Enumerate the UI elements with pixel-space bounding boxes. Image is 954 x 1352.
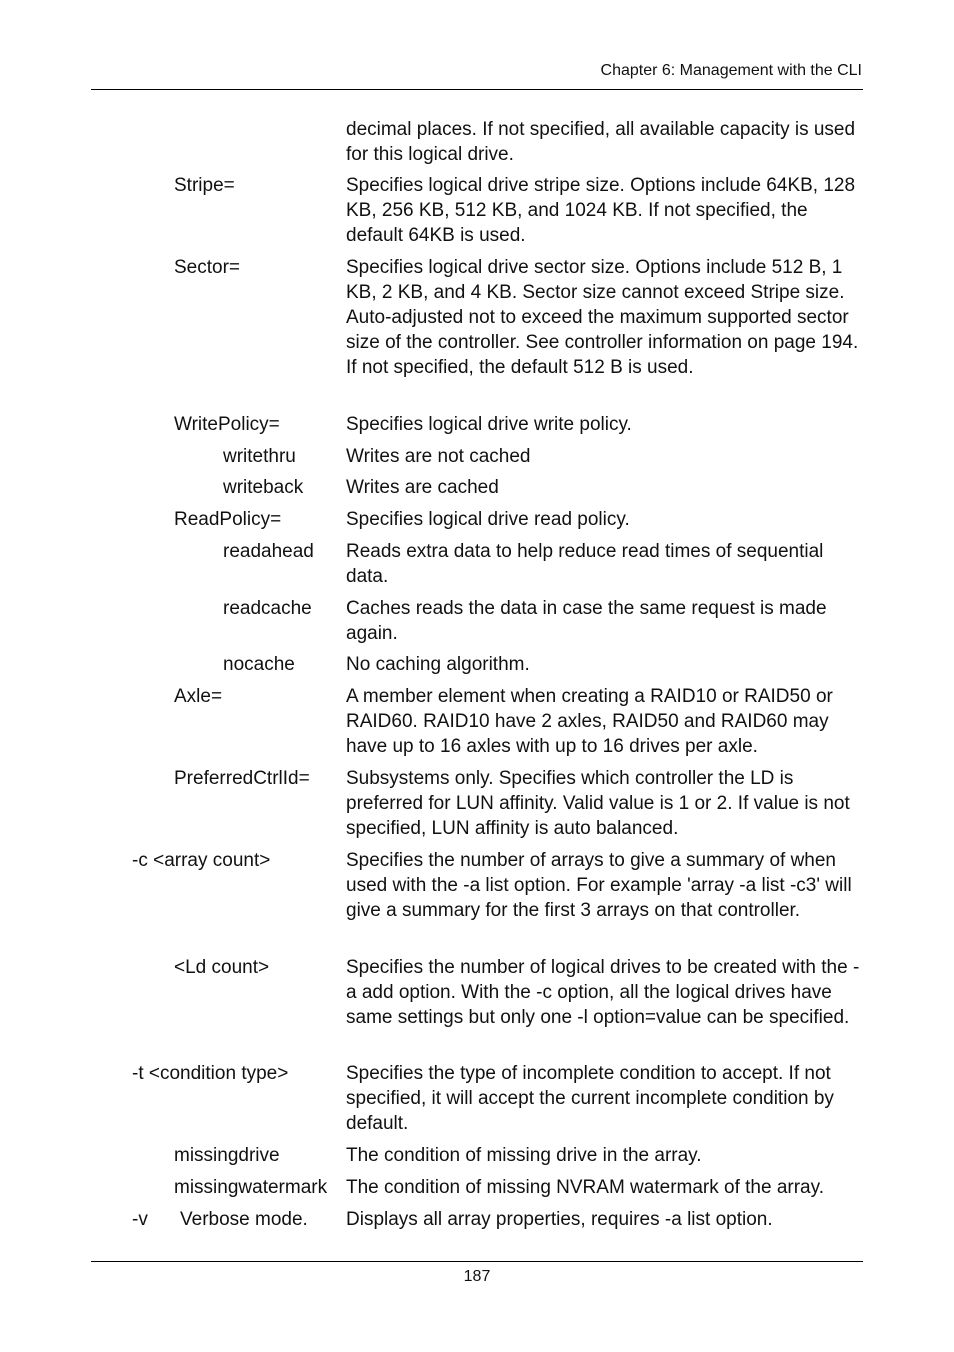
option-description: Specifies logical drive write policy. bbox=[346, 414, 632, 435]
option-description: decimal places. If not specified, all available capacity is used for this logical drive. bbox=[346, 119, 856, 165]
option-description: Specifies the number of logical drives to be created with the -a add option. With the -c option, all the logical drives have same settings but only one -l option=value can be specified. bbox=[346, 957, 860, 1028]
option-description: No caching algorithm. bbox=[346, 654, 530, 675]
header-rule bbox=[91, 89, 863, 90]
option-term: Axle= bbox=[174, 686, 223, 707]
option-term: -v bbox=[132, 1209, 148, 1230]
option-term: -t <condition type> bbox=[132, 1063, 289, 1084]
option-description: Specifies logical drive sector size. Options include 512 B, 1 KB, 2 KB, and 4 KB. Sector size cannot exceed Stripe size. Auto-adjusted not to exceed the maximum supported sector size of the controller. See controller information on page 194. If not specified, the default 512 B is used. bbox=[346, 257, 859, 378]
option-term: <Ld count> bbox=[174, 957, 270, 978]
option-term: ReadPolicy= bbox=[174, 509, 282, 530]
option-term: PreferredCtrlId= bbox=[174, 768, 310, 789]
page-number: 187 bbox=[463, 1268, 491, 1285]
option-term: writeback bbox=[223, 477, 304, 498]
chapter-header: Chapter 6: Management with the CLI bbox=[600, 62, 862, 79]
option-description: Specifies the number of arrays to give a summary of when used with the -a list option. For example 'array -a list -c3' will give a summary for the first 3 arrays on that controller. bbox=[346, 850, 852, 921]
option-description: The condition of missing drive in the array. bbox=[346, 1145, 702, 1166]
option-description: Caches reads the data in case the same request is made again. bbox=[346, 598, 827, 644]
option-term: -c <array count> bbox=[132, 850, 271, 871]
option-term: readcache bbox=[223, 598, 312, 619]
option-description: Specifies the type of incomplete condition to accept. If not specified, it will accept the current incomplete condition by default. bbox=[346, 1063, 834, 1134]
option-description: Specifies logical drive stripe size. Options include 64KB, 128 KB, 256 KB, 512 KB, and 1024 KB. If not specified, the default 64KB is used. bbox=[346, 175, 856, 246]
option-description: Writes are cached bbox=[346, 477, 499, 498]
option-term: WritePolicy= bbox=[174, 414, 280, 435]
option-term: nocache bbox=[223, 654, 295, 675]
option-description: Specifies logical drive read policy. bbox=[346, 509, 630, 530]
option-description: Reads extra data to help reduce read times of sequential data. bbox=[346, 541, 824, 587]
footer-rule bbox=[91, 1261, 863, 1262]
option-description: The condition of missing NVRAM watermark of the array. bbox=[346, 1177, 824, 1198]
option-term: readahead bbox=[223, 541, 314, 562]
option-term: Sector= bbox=[174, 257, 241, 278]
option-description: Writes are not cached bbox=[346, 446, 531, 467]
option-term: writethru bbox=[223, 446, 296, 467]
option-term: Stripe= bbox=[174, 175, 235, 196]
option-term-note: Verbose mode. bbox=[180, 1209, 308, 1230]
option-description: A member element when creating a RAID10 or RAID50 or RAID60. RAID10 have 2 axles, RAID50 and RAID60 may have up to 16 axles with up to 16 drives per axle. bbox=[346, 686, 833, 757]
option-description: Subsystems only. Specifies which controller the LD is preferred for LUN affinity. Valid value is 1 or 2. If value is not specified, LUN affinity is auto balanced. bbox=[346, 768, 850, 839]
option-term: missingwatermark bbox=[174, 1177, 328, 1198]
option-term: missingdrive bbox=[174, 1145, 280, 1166]
option-description: Displays all array properties, requires -a list option. bbox=[346, 1209, 773, 1230]
